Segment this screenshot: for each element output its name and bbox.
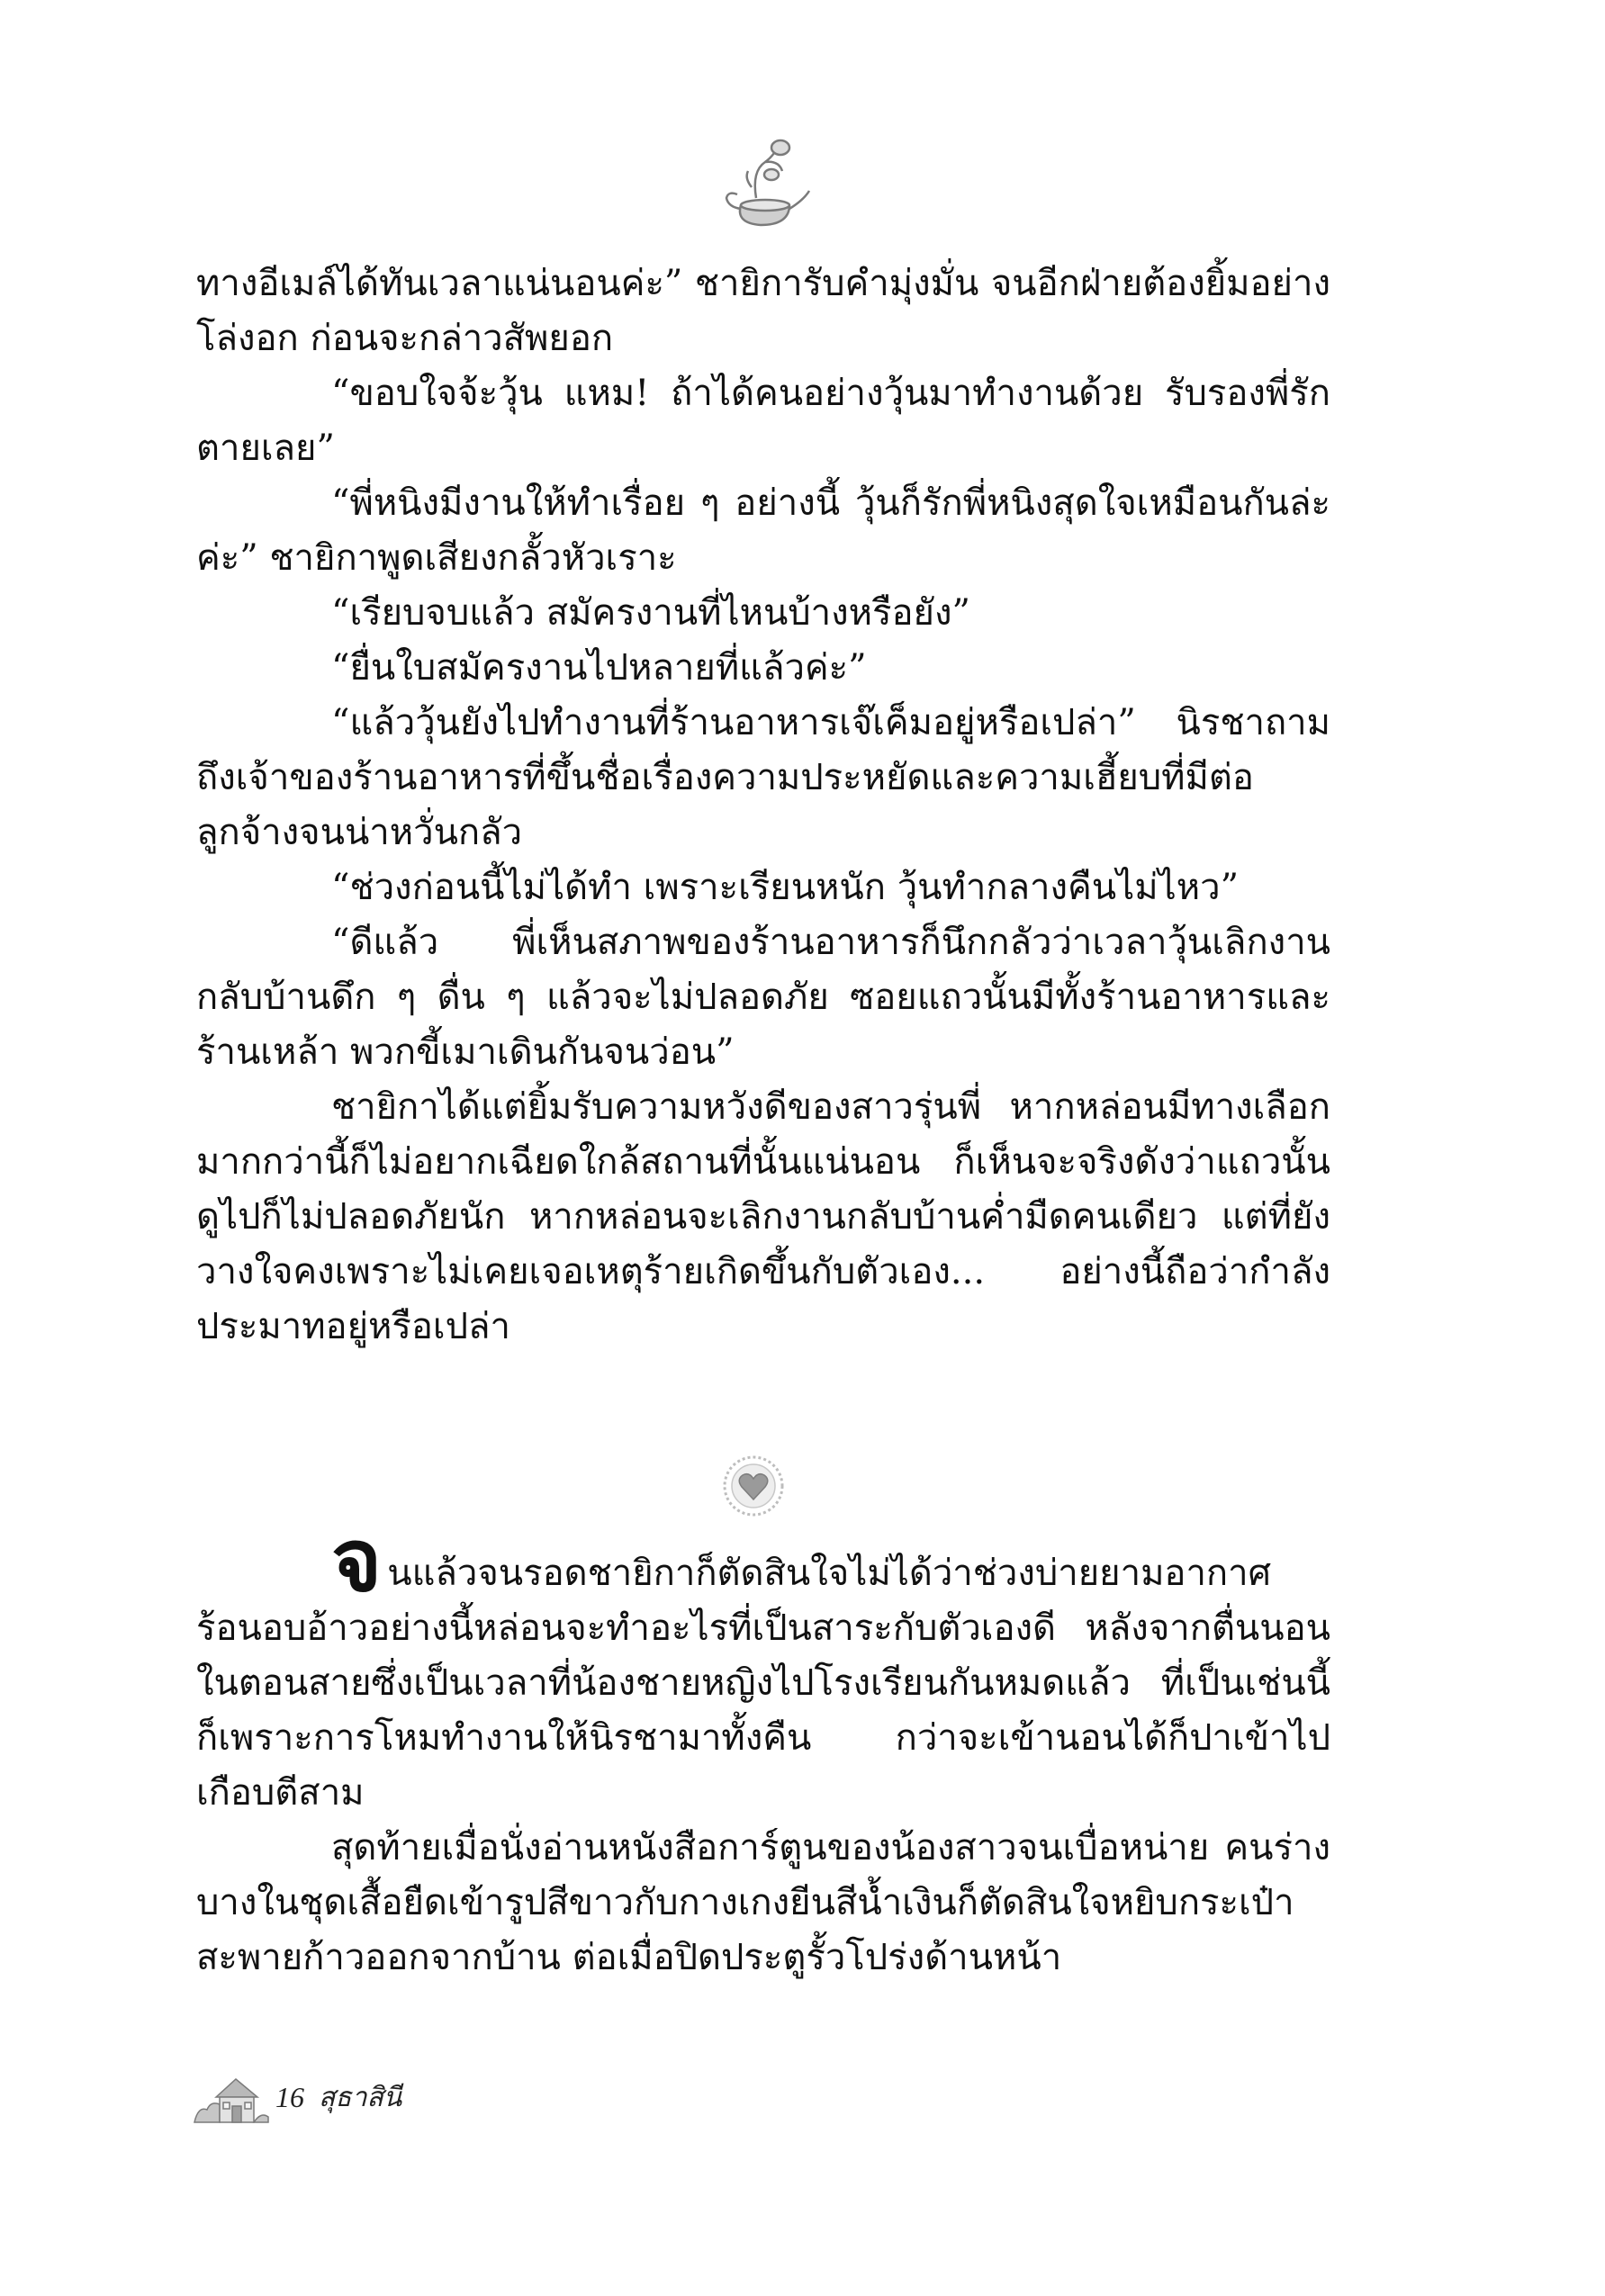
dropcap-paragraph bbox=[196, 1509, 1330, 1821]
dropcap-paragraph-text: นแล้วจนรอดชายิกาก็ตัดสินใจไม่ได้ว่าช่วงบ่ายยามอากาศร้อนอบอ้าวอย่างนี้หล่อนจะทำอะไรที่เป็นสาระกับตัวเองดี หลังจากตื่นนอนในตอนสายซึ่งเป็นเวลาที่น้องชายหญิงไปโรงเรียนกันหมดแล้ว ที่เป็นเช่นนี้ก็เพราะการโหมทำงานให้นิรชามาทั้งคืน กว่าจะเข้านอนได้ก็ปาเข้าไปเกือบตีสาม bbox=[196, 1553, 1330, 1814]
paragraph: “พี่หนิงมีงานให้ทำเรื่อย ๆ อย่างนี้ วุ้นก็รักพี่หนิงสุดใจเหมือนกันล่ะค่ะ” ชายิกาพูดเสียงกลั้วหัวเราะ bbox=[196, 482, 1330, 579]
paragraph: ชายิกาได้แต่ยิ้มรับความหวังดีของสาวรุ่นพี่ หากหล่อนมีทางเลือกมากกว่านี้ก็ไม่อยากเฉียดใกล้สถานที่นั้นแน่นอน ก็เห็นจะจริงดังว่าแถวนั้นดูไปก็ไม่ปลอดภัยนัก หากหล่อนจะเลิกงานกลับบ้านค่ำมืดคนเดียว แต่ที่ยังวางใจคงเพราะไม่เคยเจอเหตุร้ายเกิดขึ้นกับตัวเอง... อย่างนี้ถือว่ากำลังประมาทอยู่หรือเปล่า bbox=[196, 1086, 1330, 1347]
page-number: 16 bbox=[275, 2080, 304, 2113]
paragraph: “เรียบจบแล้ว สมัครงานที่ไหนบ้างหรือยัง” bbox=[331, 592, 970, 634]
paragraph: “ยื่นใบสมัครงานไปหลายที่แล้วค่ะ” bbox=[331, 647, 867, 689]
page-footer bbox=[189, 2070, 401, 2124]
paragraph: “ช่วงก่อนนี้ไม่ได้ทำ เพราะเรียนหนัก วุ้นทำกลางคืนไม่ไหว” bbox=[331, 867, 1240, 908]
teapot-icon bbox=[716, 135, 815, 234]
heart-icon bbox=[720, 1453, 787, 1519]
dropcap-letter: จ bbox=[331, 1509, 383, 1611]
body-text-section-2 bbox=[196, 1509, 1330, 1985]
paragraph: “ดีแล้ว พี่เห็นสภาพของร้านอาหารก็นึกกลัวว่าเวลาวุ้นเลิกงานกลับบ้านดึก ๆ ดื่น ๆ แล้วจะไม่ปลอดภัย ซอยแถวนั้นมีทั้งร้านอาหารและร้านเหล้า พวกขี้เมาเดินกันจนว่อน” bbox=[196, 922, 1330, 1073]
house-icon bbox=[189, 2070, 270, 2124]
paragraph: ทางอีเมล์ได้ทันเวลาแน่นอนค่ะ” ชายิการับคำมุ่งมั่น จนอีกฝ่ายต้องยิ้มอย่างโล่งอก ก่อนจะกล่าวสัพยอก bbox=[196, 263, 1330, 359]
paragraph: “ขอบใจจ้ะวุ้น แหม! ถ้าได้คนอย่างวุ้นมาทำงานด้วย รับรองพี่รักตายเลย” bbox=[196, 373, 1330, 469]
paragraph: สุดท้ายเมื่อนั่งอ่านหนังสือการ์ตูนของน้องสาวจนเบื่อหน่าย คนร่างบางในชุดเสื้อยืดเข้ารูปสีขาวกับกางเกงยีนสีน้ำเงินก็ตัดสินใจหยิบกระเป๋าสะพายก้าวออกจากบ้าน ต่อเมื่อปิดประตูรั้วโปร่งด้านหน้า bbox=[196, 1827, 1330, 1978]
book-title: สุธาสินี bbox=[319, 2081, 402, 2113]
paragraph: “แล้ววุ้นยังไปทำงานที่ร้านอาหารเจ๊เค็มอยู่หรือเปล่า” นิรชาถามถึงเจ้าของร้านอาหารที่ขึ้นชื่อเรื่องความประหยัดและความเฮี้ยบที่มีต่อลูกจ้างจนน่าหวั่นกลัว bbox=[196, 702, 1330, 853]
body-text-section-1 bbox=[196, 257, 1330, 1355]
